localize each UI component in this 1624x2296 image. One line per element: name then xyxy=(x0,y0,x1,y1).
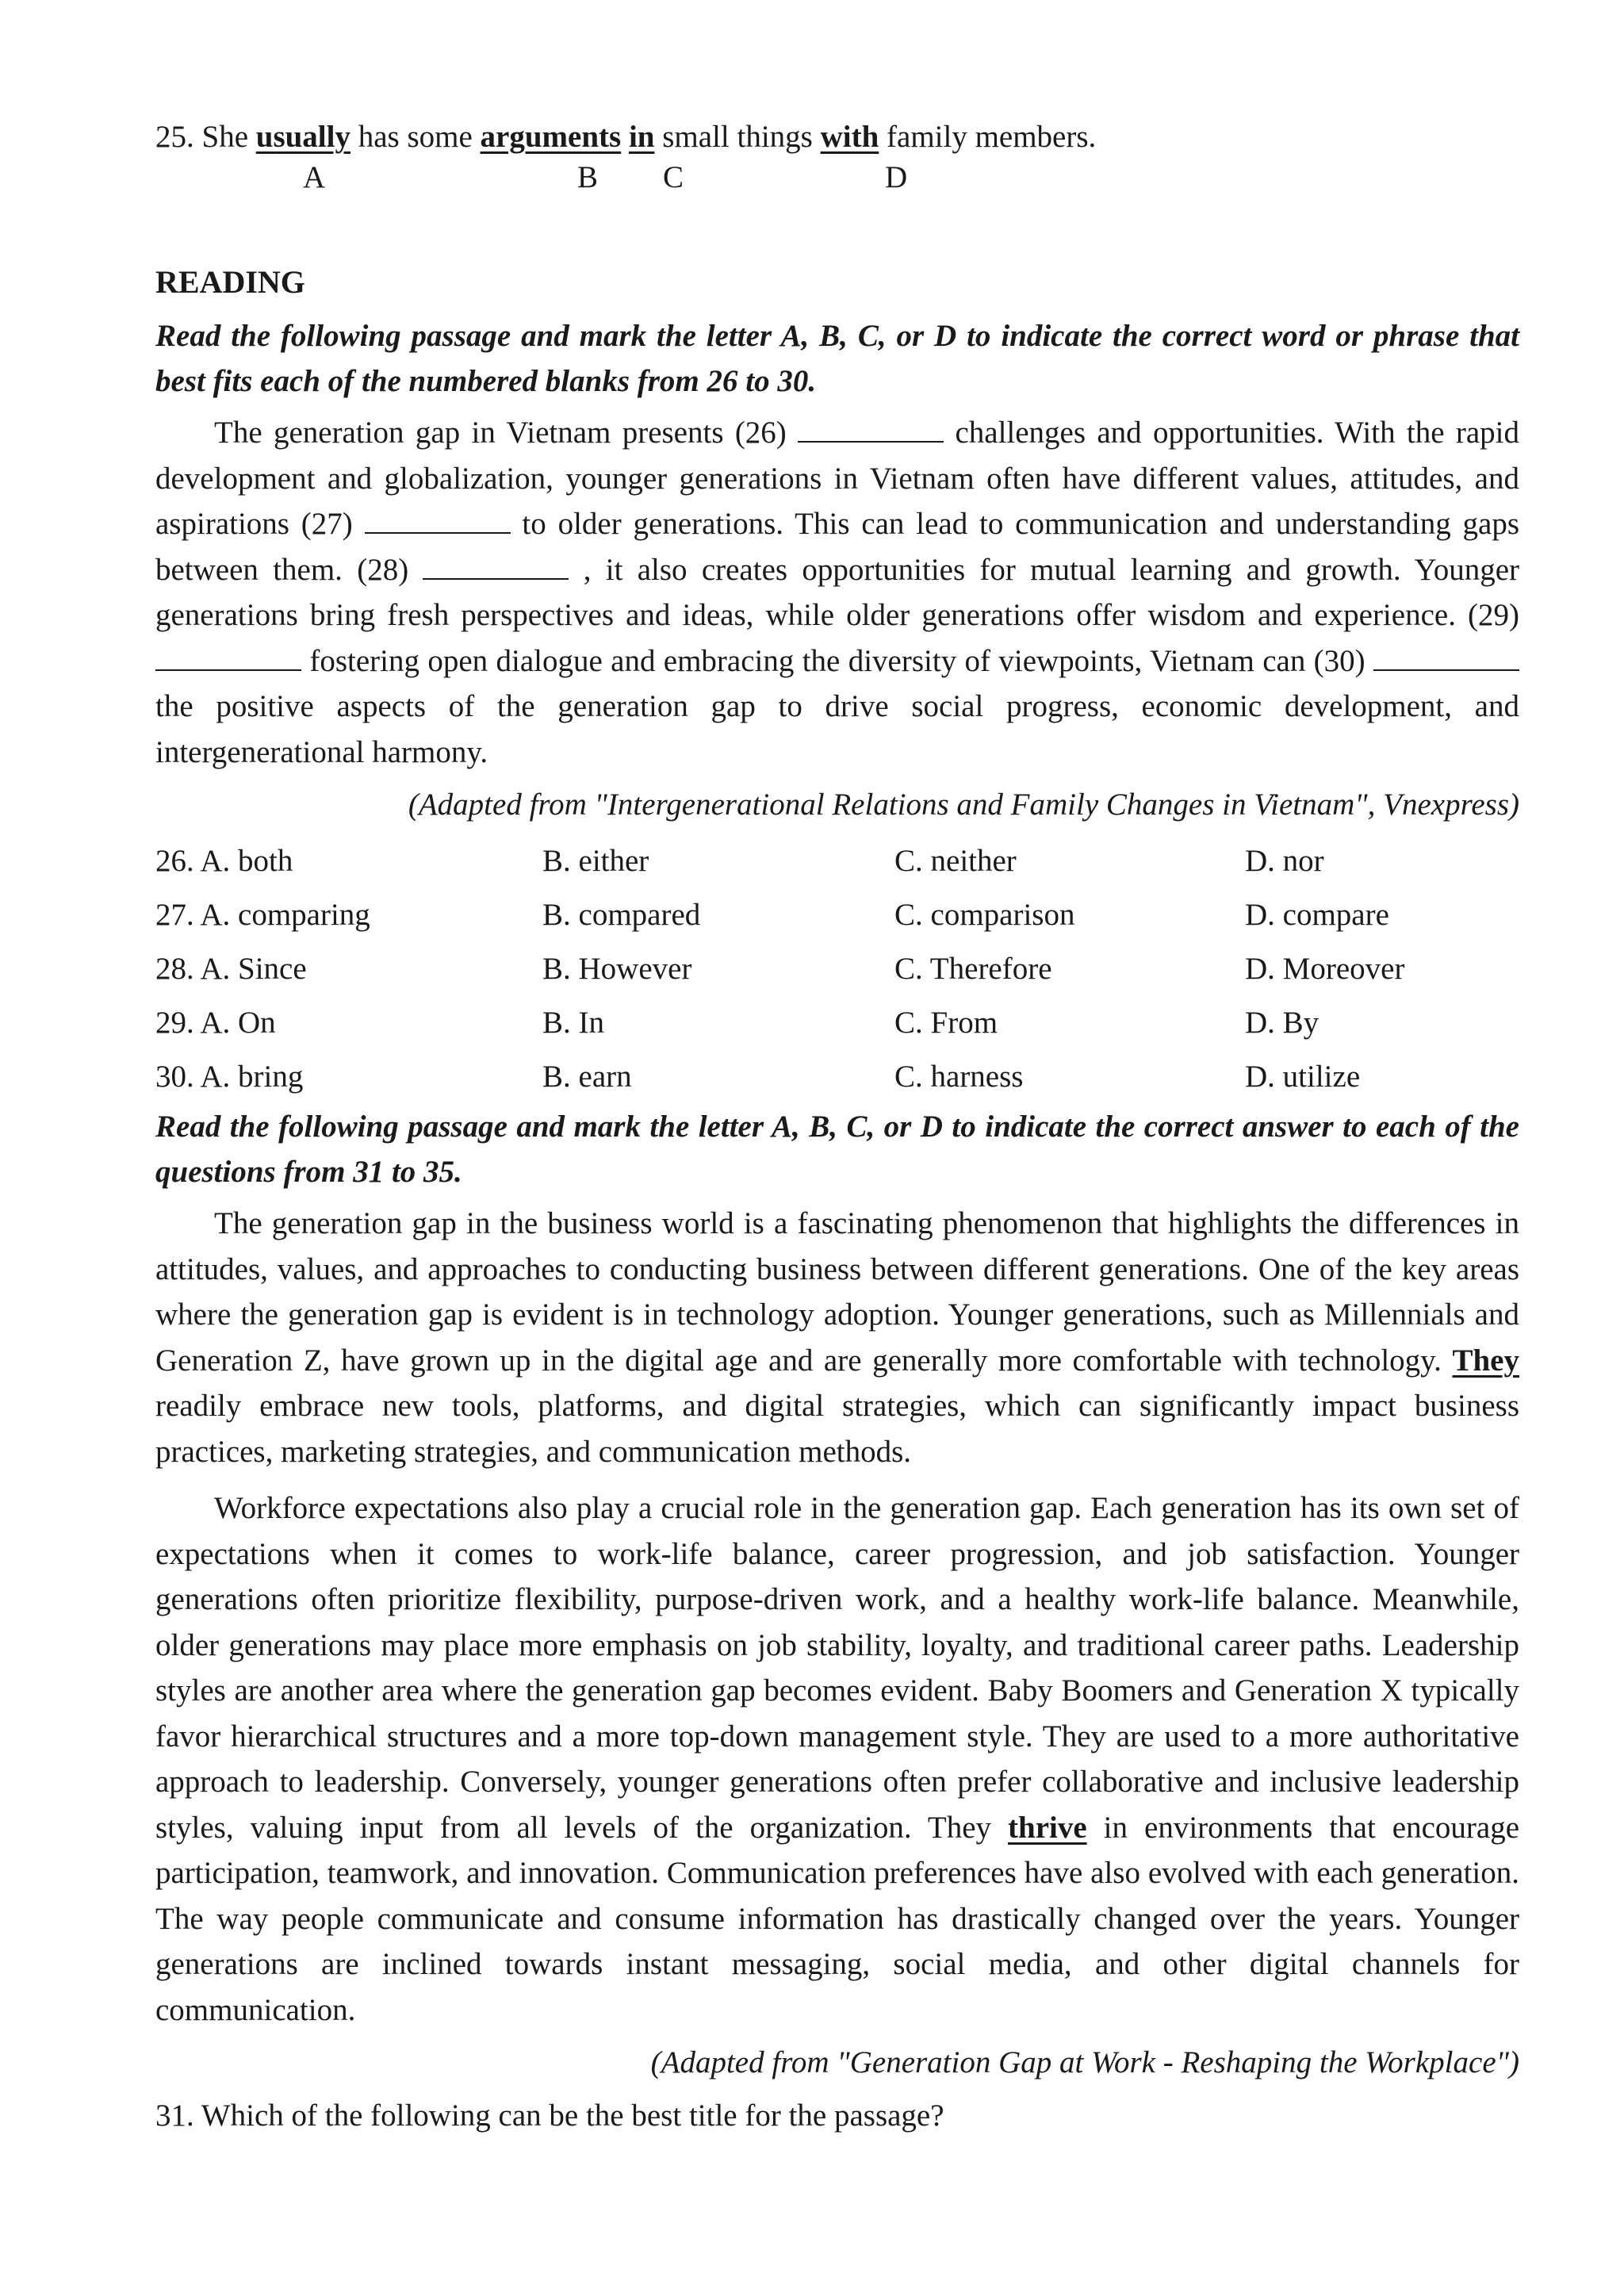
question-25 xyxy=(155,114,1519,159)
text: The generation gap in Vietnam presents (26) xyxy=(214,416,787,450)
option-a: 27. A. comparing xyxy=(155,898,370,932)
passage-2-paragraph-1 xyxy=(155,1201,1519,1474)
option-a: 30. A. bring xyxy=(155,1060,304,1094)
option-row-28 xyxy=(155,942,1519,996)
underlined-word-d: with xyxy=(820,120,879,154)
option-b: B. either xyxy=(542,844,649,878)
option-c: C. neither xyxy=(894,844,1017,878)
document-page xyxy=(155,114,1519,2138)
blank-29 xyxy=(155,642,301,671)
text: readily embrace new tools, platforms, and digital strategies, which can significantly impact business practices, marketing strategies, and communication methods. xyxy=(155,1389,1519,1469)
text: has some xyxy=(358,120,473,154)
passage-1 xyxy=(155,410,1519,775)
option-c: C. harness xyxy=(894,1060,1024,1094)
text: family members. xyxy=(887,120,1097,154)
underlined-word-a: usually xyxy=(255,120,350,154)
option-c: C. From xyxy=(894,1006,998,1040)
text: fostering open dialogue and embracing the diversity of viewpoints, Vietnam can (30) xyxy=(309,643,1365,678)
option-b: B. However xyxy=(542,952,692,986)
text: , it also creates opportunities for mutual learning and growth. Younger generations bring fresh perspectives and ideas, while older generations offer wisdom and experience. (29) xyxy=(155,552,1520,632)
text: The generation gap in the business world is a fascinating phenomenon that highlights the differences in attitudes, values, and approaches to conducting business between different generations. One of the key areas where the generation gap is evident is in technology adoption. Younger generations, such as Millennials and Generation Z, have grown up in the digital age and are generally more comfortable with technology. xyxy=(155,1206,1519,1378)
option-c: C. Therefore xyxy=(894,952,1052,986)
blank-26 xyxy=(798,414,944,443)
option-row-30 xyxy=(155,1050,1519,1104)
answer-letters xyxy=(155,159,1519,207)
section-heading: READING xyxy=(155,264,305,300)
question-number: 25. xyxy=(155,120,194,154)
option-b: B. compared xyxy=(542,898,701,932)
options-26-30 xyxy=(155,834,1519,1104)
blank-27 xyxy=(365,505,511,534)
option-row-29 xyxy=(155,996,1519,1050)
text: to older generations. This can lead to communication and understanding gaps between them. (28) xyxy=(155,507,1520,587)
text: challenges and opportunities. With the rapid development and globalization, younger generations in Vietnam often have different values, attitudes, and aspirations (27) xyxy=(155,416,1520,541)
option-d: D. compare xyxy=(1245,898,1389,932)
option-c: C. comparison xyxy=(894,898,1075,932)
option-b: B. earn xyxy=(542,1060,632,1094)
option-d: D. By xyxy=(1245,1006,1320,1040)
passage-2-paragraph-2 xyxy=(155,1485,1519,2033)
underlined-word-thrive: thrive xyxy=(1008,1810,1087,1845)
option-a: 28. A. Since xyxy=(155,952,307,986)
blank-28 xyxy=(423,551,569,580)
blank-30 xyxy=(1373,642,1519,671)
text: small things xyxy=(662,120,813,154)
instruction-31-35: Read the following passage and mark the letter A, B, C, or D to indicate the correct answer to each of the questions from 31 to 35. xyxy=(155,1110,1519,1189)
letter-d: D xyxy=(885,160,908,194)
text: She xyxy=(201,120,248,154)
option-d: D. Moreover xyxy=(1245,952,1405,986)
option-a: 29. A. On xyxy=(155,1006,276,1040)
text: the positive aspects of the generation gap to drive social progress, economic development, and intergenerational harmony. xyxy=(155,689,1519,769)
letter-b: B xyxy=(577,160,599,194)
option-a: 26. A. both xyxy=(155,844,293,878)
underlined-word-they: They xyxy=(1452,1343,1519,1378)
underlined-word-c: in xyxy=(628,120,655,154)
question-31: 31. Which of the following can be the best title for the passage? xyxy=(155,2099,944,2133)
option-row-27 xyxy=(155,888,1519,942)
letter-a: A xyxy=(303,160,326,194)
text: Workforce expectations also play a crucial role in the generation gap. Each generation has its own set of expectations when it comes to work-life balance, career progression, and job satisfaction. Younger generations often prioritize flexibility, purpose-driven work, and a healthy work-life balance. Meanwhile, older generations may place more emphasis on job stability, loyalty, and traditional career paths. Leadership styles are another area where the generation gap becomes evident. Baby Boomers and Generation X typically favor hierarchical structures and a more top-down management style. They are used to a more authoritative approach to leadership. Conversely, younger generations often prefer collaborative and inclusive leadership styles, valuing input from all levels of the organization. They xyxy=(155,1491,1519,1845)
option-row-26 xyxy=(155,834,1519,888)
source-2: (Adapted from "Generation Gap at Work - Reshaping the Workplace") xyxy=(650,2045,1519,2079)
option-b: B. In xyxy=(542,1006,604,1040)
option-d: D. utilize xyxy=(1245,1060,1361,1094)
underlined-word-b: arguments xyxy=(480,120,622,154)
text: in environments that encourage participation, teamwork, and innovation. Communication preferences have also evolved with each generation. The way people communicate and consume information has drastically changed over the years. Younger generations are inclined towards instant messaging, social media, and other digital channels for communication. xyxy=(155,1810,1520,2027)
letter-c: C xyxy=(663,160,684,194)
option-d: D. nor xyxy=(1245,844,1324,878)
source-1: (Adapted from "Intergenerational Relations and Family Changes in Vietnam", Vnexpress) xyxy=(408,788,1519,822)
instruction-26-30: Read the following passage and mark the letter A, B, C, or D to indicate the correct word or phrase that best fits each of the numbered blanks from 26 to 30. xyxy=(155,319,1519,398)
